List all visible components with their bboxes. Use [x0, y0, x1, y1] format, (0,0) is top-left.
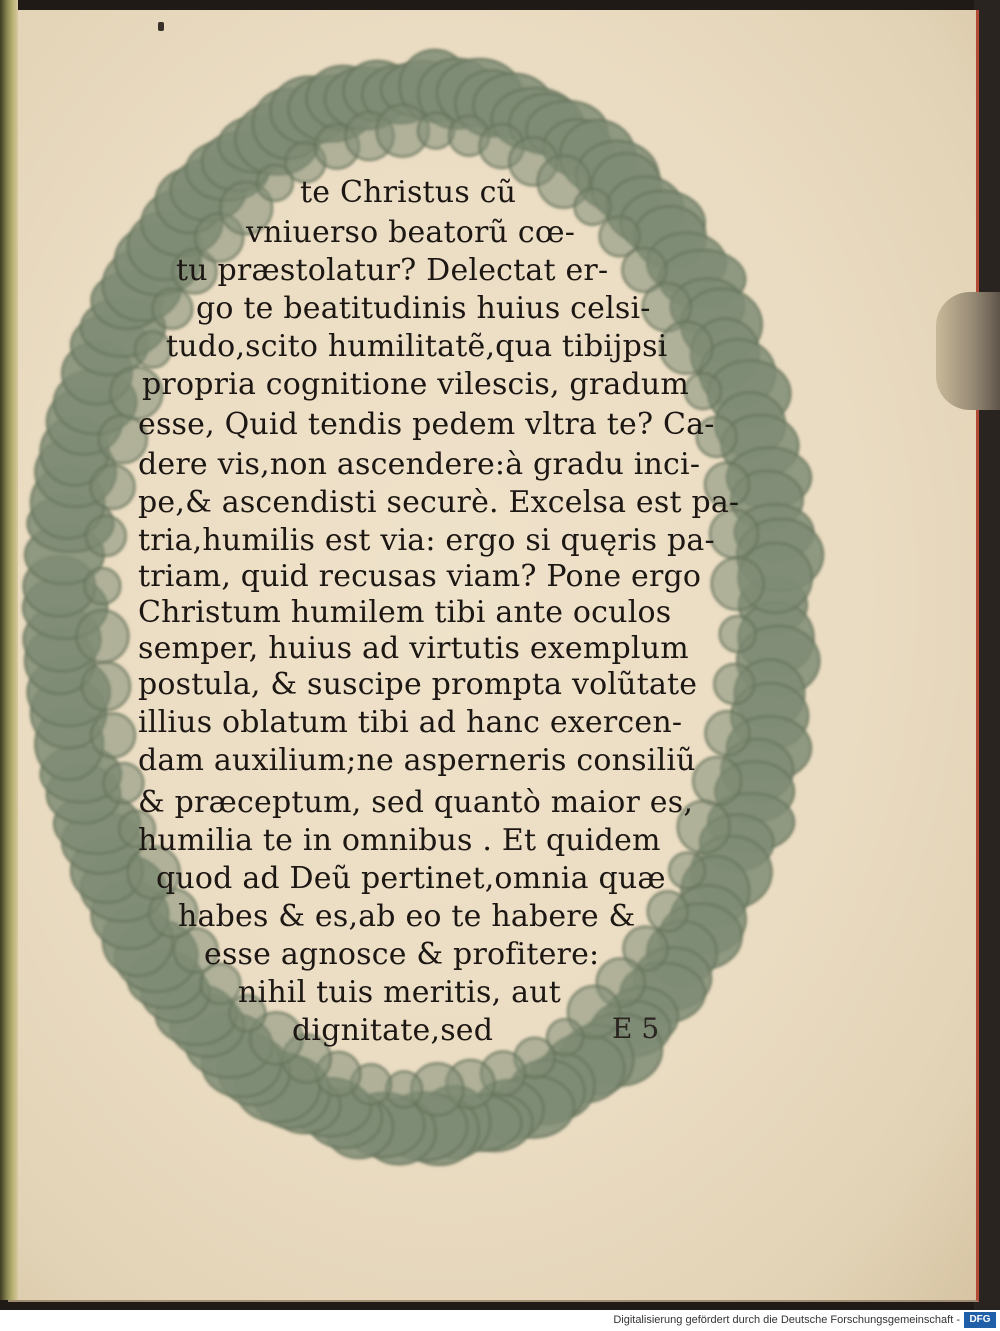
- signature-mark: E 5: [612, 1012, 660, 1045]
- text-line: & præceptum, sed quantò maior es,: [138, 785, 694, 820]
- text-line: Christum humilem tibi ante oculos: [138, 595, 672, 630]
- text-line: postula, & suscipe prompta volũtate: [138, 667, 698, 702]
- text-line: triam, quid recusas viam? Pone ergo: [138, 559, 702, 594]
- text-line: illius oblatum tibi ad hanc exercen-: [138, 705, 683, 740]
- text-line: pe,& ascendisti securè. Excelsa est pa-: [138, 485, 740, 520]
- text-line: tu præstolatur? Delectat er-: [176, 253, 609, 288]
- text-line: tudo,scito humilitatẽ,qua tibijpsi: [166, 329, 668, 364]
- text-line: go te beatitudinis huius celsi-: [196, 291, 651, 326]
- footer-credit: Digitalisierung gefördert durch die Deutsche Forschungsgemeinschaft -: [613, 1314, 960, 1326]
- text-line: propria cognitione vilescis, gradum: [142, 367, 690, 402]
- text-line: habes & es,ab eo te habere &: [178, 899, 636, 934]
- dfg-logo: DFG: [964, 1312, 996, 1328]
- text-line: esse agnosce & profitere:: [204, 937, 600, 972]
- text-line: dam auxilium;ne asperneris consiliũ: [138, 743, 696, 778]
- text-line: esse, Quid tendis pedem vltra te? Ca-: [138, 407, 715, 442]
- text-line: semper, huius ad virtutis exemplum: [138, 631, 689, 666]
- text-line: dignitate,sed: [292, 1013, 494, 1048]
- text-line: humilia te in omnibus . Et quidem: [138, 823, 661, 858]
- text-line: te Christus cũ: [300, 175, 517, 210]
- text-line: dere vis,non ascendere:à gradu inci-: [138, 447, 701, 482]
- text-line: nihil tuis meritis, aut: [238, 975, 561, 1010]
- text-line: quod ad Deũ pertinet,omnia quæ: [156, 861, 666, 896]
- text-line: vniuerso beatorũ cœ-: [246, 215, 576, 250]
- text-line: tria,humilis est via: ergo si quęris pa-: [138, 523, 715, 558]
